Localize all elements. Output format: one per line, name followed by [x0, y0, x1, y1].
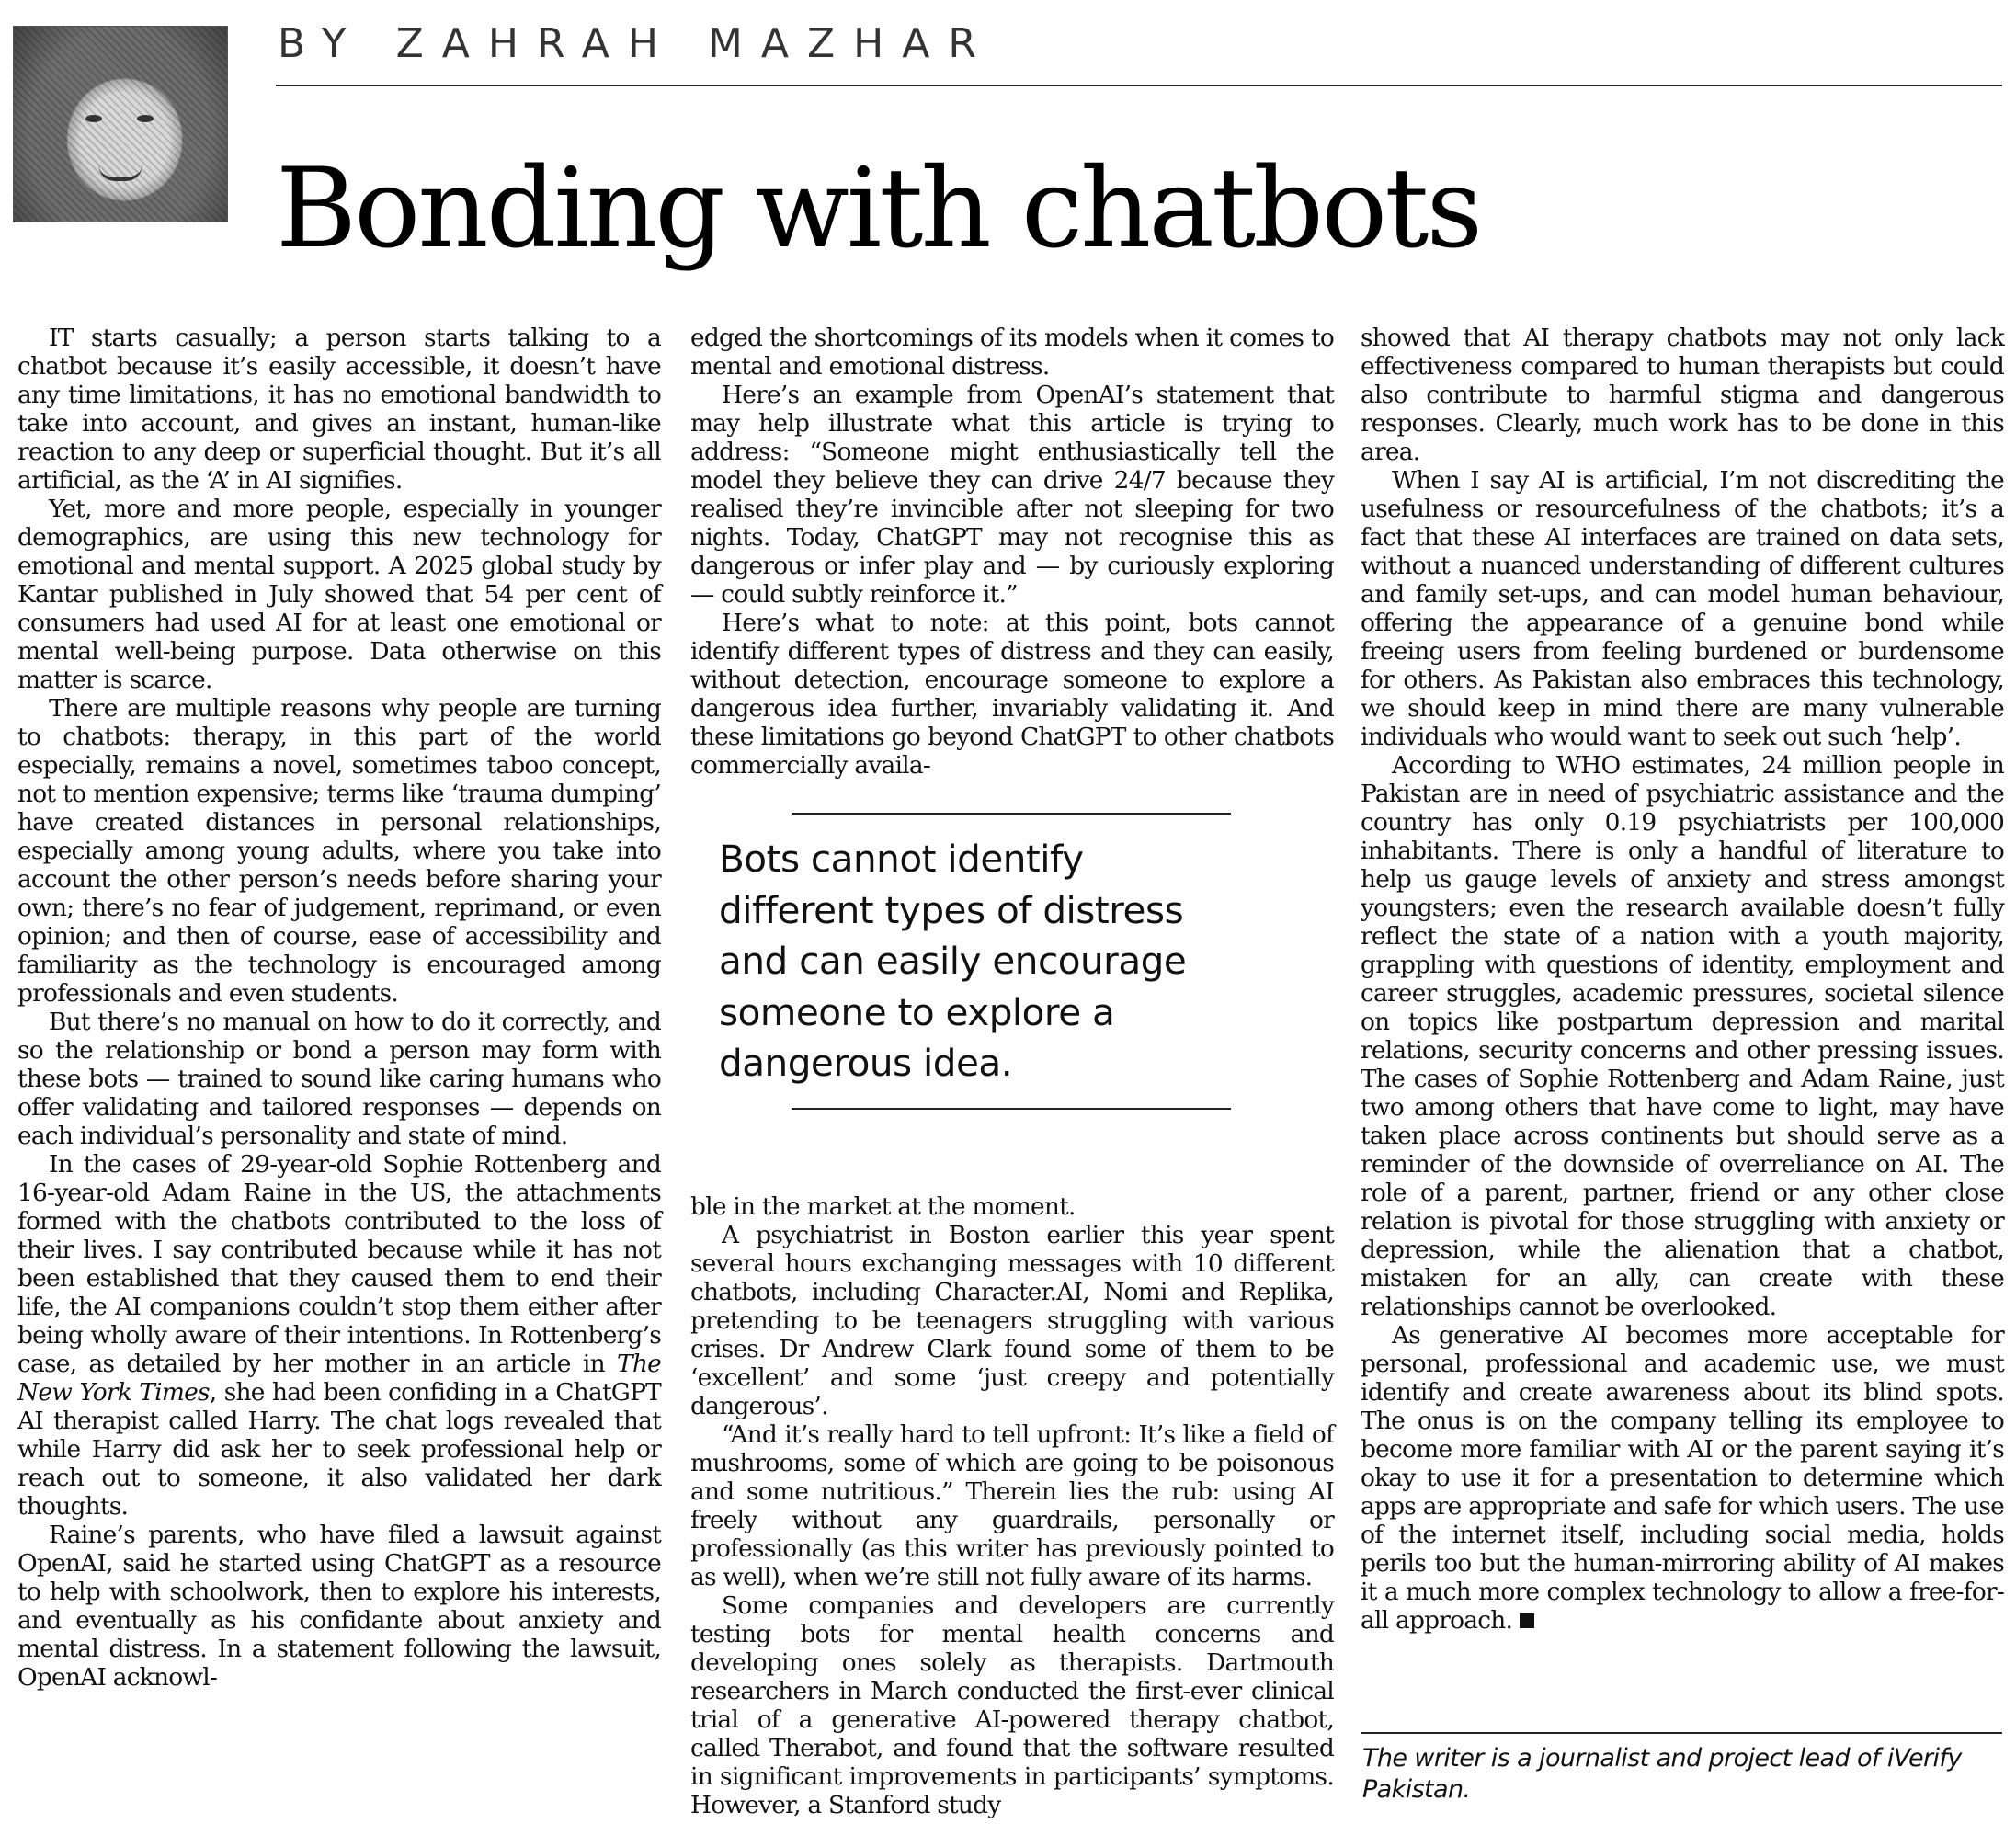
paragraph-text: , she had been confiding in a ChatGPT AI therapist called Harry. The chat logs revealed that while Harry did ask her to seek professional help or reach out to someone, it also validated her dark thoughts.: [17, 1378, 661, 1521]
pull-quote-bottom-rule: [792, 1108, 1231, 1110]
paragraph: ble in the market at the moment.: [690, 1192, 1076, 1221]
paragraph: [1361, 1321, 2004, 1635]
paragraph: A psychiatrist in Boston earlier this year spent several hours exchanging messages with 10 different chatbots, including Character.AI, Nomi and Replika, pretending to be teenagers struggling with various crises. Dr Andrew Clark found some of them to be ‘excellent’ and some ‘just creepy and potentially dangerous’.: [690, 1221, 1334, 1420]
headscarf-texture: [14, 27, 227, 222]
paragraph: edged the shortcomings of its models when it comes to mental and emotional distress.: [690, 324, 1334, 381]
end-mark-icon: [1520, 1613, 1534, 1628]
paragraph: [17, 1150, 661, 1521]
paragraph: When I say AI is artificial, I’m not discrediting the usefulness or resourcefulness of the chatbots; it’s a fact that these AI interfaces are trained on data sets, without a nuanced understanding of different cultures and family set-ups, and can model human behaviour, offering the appearance of a genuine bond while freeing users from feeling burdened or burdensome for others. As Pakistan also embraces this technology, we should keep in mind there are many vulnerable individuals who would want to seek out such ‘help’.: [1361, 466, 2004, 751]
pull-quote: [708, 813, 1241, 1110]
paragraph: Raine’s parents, who have filed a lawsuit against OpenAI, said he started using ChatGPT as a resource to help with schoolwork, then to explore his interests, and eventually as his confidante about anxiety and mental distress. In a statement following the lawsuit, OpenAI acknowl-: [17, 1521, 661, 1692]
column-1: [17, 324, 661, 1692]
paragraph: Here’s what to note: at this point, bots cannot identify different types of distress and they can easily, without detection, encourage someone to explore a dangerous idea further, invariably validating it. And these limitations go beyond ChatGPT to other chatbots commercially availa-: [690, 609, 1334, 780]
paragraph: “And it’s really hard to tell upfront: It’s like a field of mushrooms, some of which are going to be poisonous and some nutritious.” Therein lies the rub: using AI freely without any guardrails, personally or professionally (as this writer has previously pointed to as well), when we’re still not fully aware of its harms.: [690, 1420, 1334, 1591]
paragraph-text: In the cases of 29-year-old Sophie Rottenberg and 16-year-old Adam Raine in the US, the attachments formed with the chatbots contributed to the loss of their lives. I say contributed because while it has not been established that they caused them to end their life, the AI companions couldn’t stop them either after being wholly aware of their intentions. In Rottenberg’s case, as detailed by her mother in an article in: [17, 1150, 661, 1378]
paragraph: showed that AI therapy chatbots may not only lack effectiveness compared to human therapists but could also contribute to harmful stigma and dangerous responses. Clearly, much work has to be done in this area.: [1361, 324, 2004, 466]
publication-name: The New York Times: [17, 1350, 661, 1407]
column-3: [1361, 324, 2004, 1635]
paragraph: Yet, more and more people, especially in younger demographics, are using this new technology for emotional and mental support. A 2025 global study by Kantar published in July showed that 54 per cent of consumers had used AI for at least one emotional or mental well-being purpose. Data otherwise on this matter is scarce.: [17, 495, 661, 694]
byline: BY ZAHRAH MAZHAR: [278, 20, 995, 67]
byline-rule: [276, 85, 2002, 86]
paragraph: According to WHO estimates, 24 million people in Pakistan are in need of psychiatric assistance and the country has only 0.19 psychiatrists per 100,000 inhabitants. There is only a handful of literature to help us gauge levels of anxiety and stress amongst youngsters; even the research available doesn’t fully reflect the state of a nation with a youth majority, grappling with questions of identity, employment and career struggles, academic pressures, societal silence on topics like postpartum depression and marital relations, security concerns and other pressing issues. The cases of Sophie Rottenberg and Adam Raine, just two among others that have come to light, may have taken place across continents but should serve as a reminder of the downside of overreliance on AI. The role of a parent, partner, friend or any other close relation is pivotal for those struggling with anxiety or depression, while the alienation that a chatbot, mistaken for an ally, can create with these relationships cannot be overlooked.: [1361, 751, 2004, 1321]
paragraph: But there’s no manual on how to do it correctly, and so the relationship or bond a person may form with these bots — trained to sound like caring humans who offer validating and tailored responses — depends on each individual’s personality and state of mind.: [17, 1008, 661, 1150]
paragraph: Here’s an example from OpenAI’s statement that may help illustrate what this article is trying to address: “Someone might enthusiastically tell the model they believe they can drive 24/7 because they realised they’re invincible after not sleeping for two nights. Today, ChatGPT may not recognise this as dangerous or infer play and — by curiously exploring — could subtly reinforce it.”: [690, 381, 1334, 609]
pull-quote-text: Bots cannot identify different types of distress and can easily encourage someone to explore a dangerous idea.: [719, 837, 1187, 1085]
paragraph: IT starts casually; a person starts talking to a chatbot because it’s easily accessible, it doesn’t have any time limitations, it has no emotional bandwidth to take into account, and gives an instant, human-like reaction to any deep or superficial thought. But it’s all artificial, as the ‘A’ in AI signifies.: [17, 324, 661, 495]
author-photo: [13, 26, 228, 222]
right-eye: [137, 115, 154, 122]
paragraph-text: As generative AI becomes more acceptable for personal, professional and academic use, we must identify and create awareness about its blind spots. The onus is on the company telling its employee to become more familiar with AI or the parent saying it’s okay to use it for a presentation to determine which apps are appropriate and safe for which users. The use of the internet itself, including social media, holds perils too but the human-mirroring ability of AI makes it a much more complex technology to allow a free-for-all approach.: [1361, 1321, 2004, 1635]
left-eye: [85, 115, 102, 122]
pull-quote-top-rule: [792, 813, 1231, 815]
headline: Bonding with chatbots: [276, 145, 1481, 273]
footer-rule: [1361, 1732, 2002, 1734]
paragraph: Some companies and developers are currently testing bots for mental health concerns and developing ones solely as therapists. Dartmouth researchers in March conducted the first-ever clinical trial of a generative AI-powered therapy chatbot, called Therabot, and found that the software resulted in significant improvements in participants’ symptoms. However, a Stanford study: [690, 1591, 1334, 1819]
author-note: The writer is a journalist and project lead of iVerify Pakistan.: [1362, 1744, 1962, 1804]
paragraph: There are multiple reasons why people are turning to chatbots: therapy, in this part of the world especially, remains a novel, sometimes taboo concept, not to mention expensive; terms like ‘trauma dumping’ have created distances in personal relationships, especially among young adults, where you take into account the other person’s needs before sharing your own; there’s no fear of judgement, reprimand, or even opinion; and then of course, ease of accessibility and familiarity as the technology is encouraged among professionals and even students.: [17, 694, 661, 1008]
